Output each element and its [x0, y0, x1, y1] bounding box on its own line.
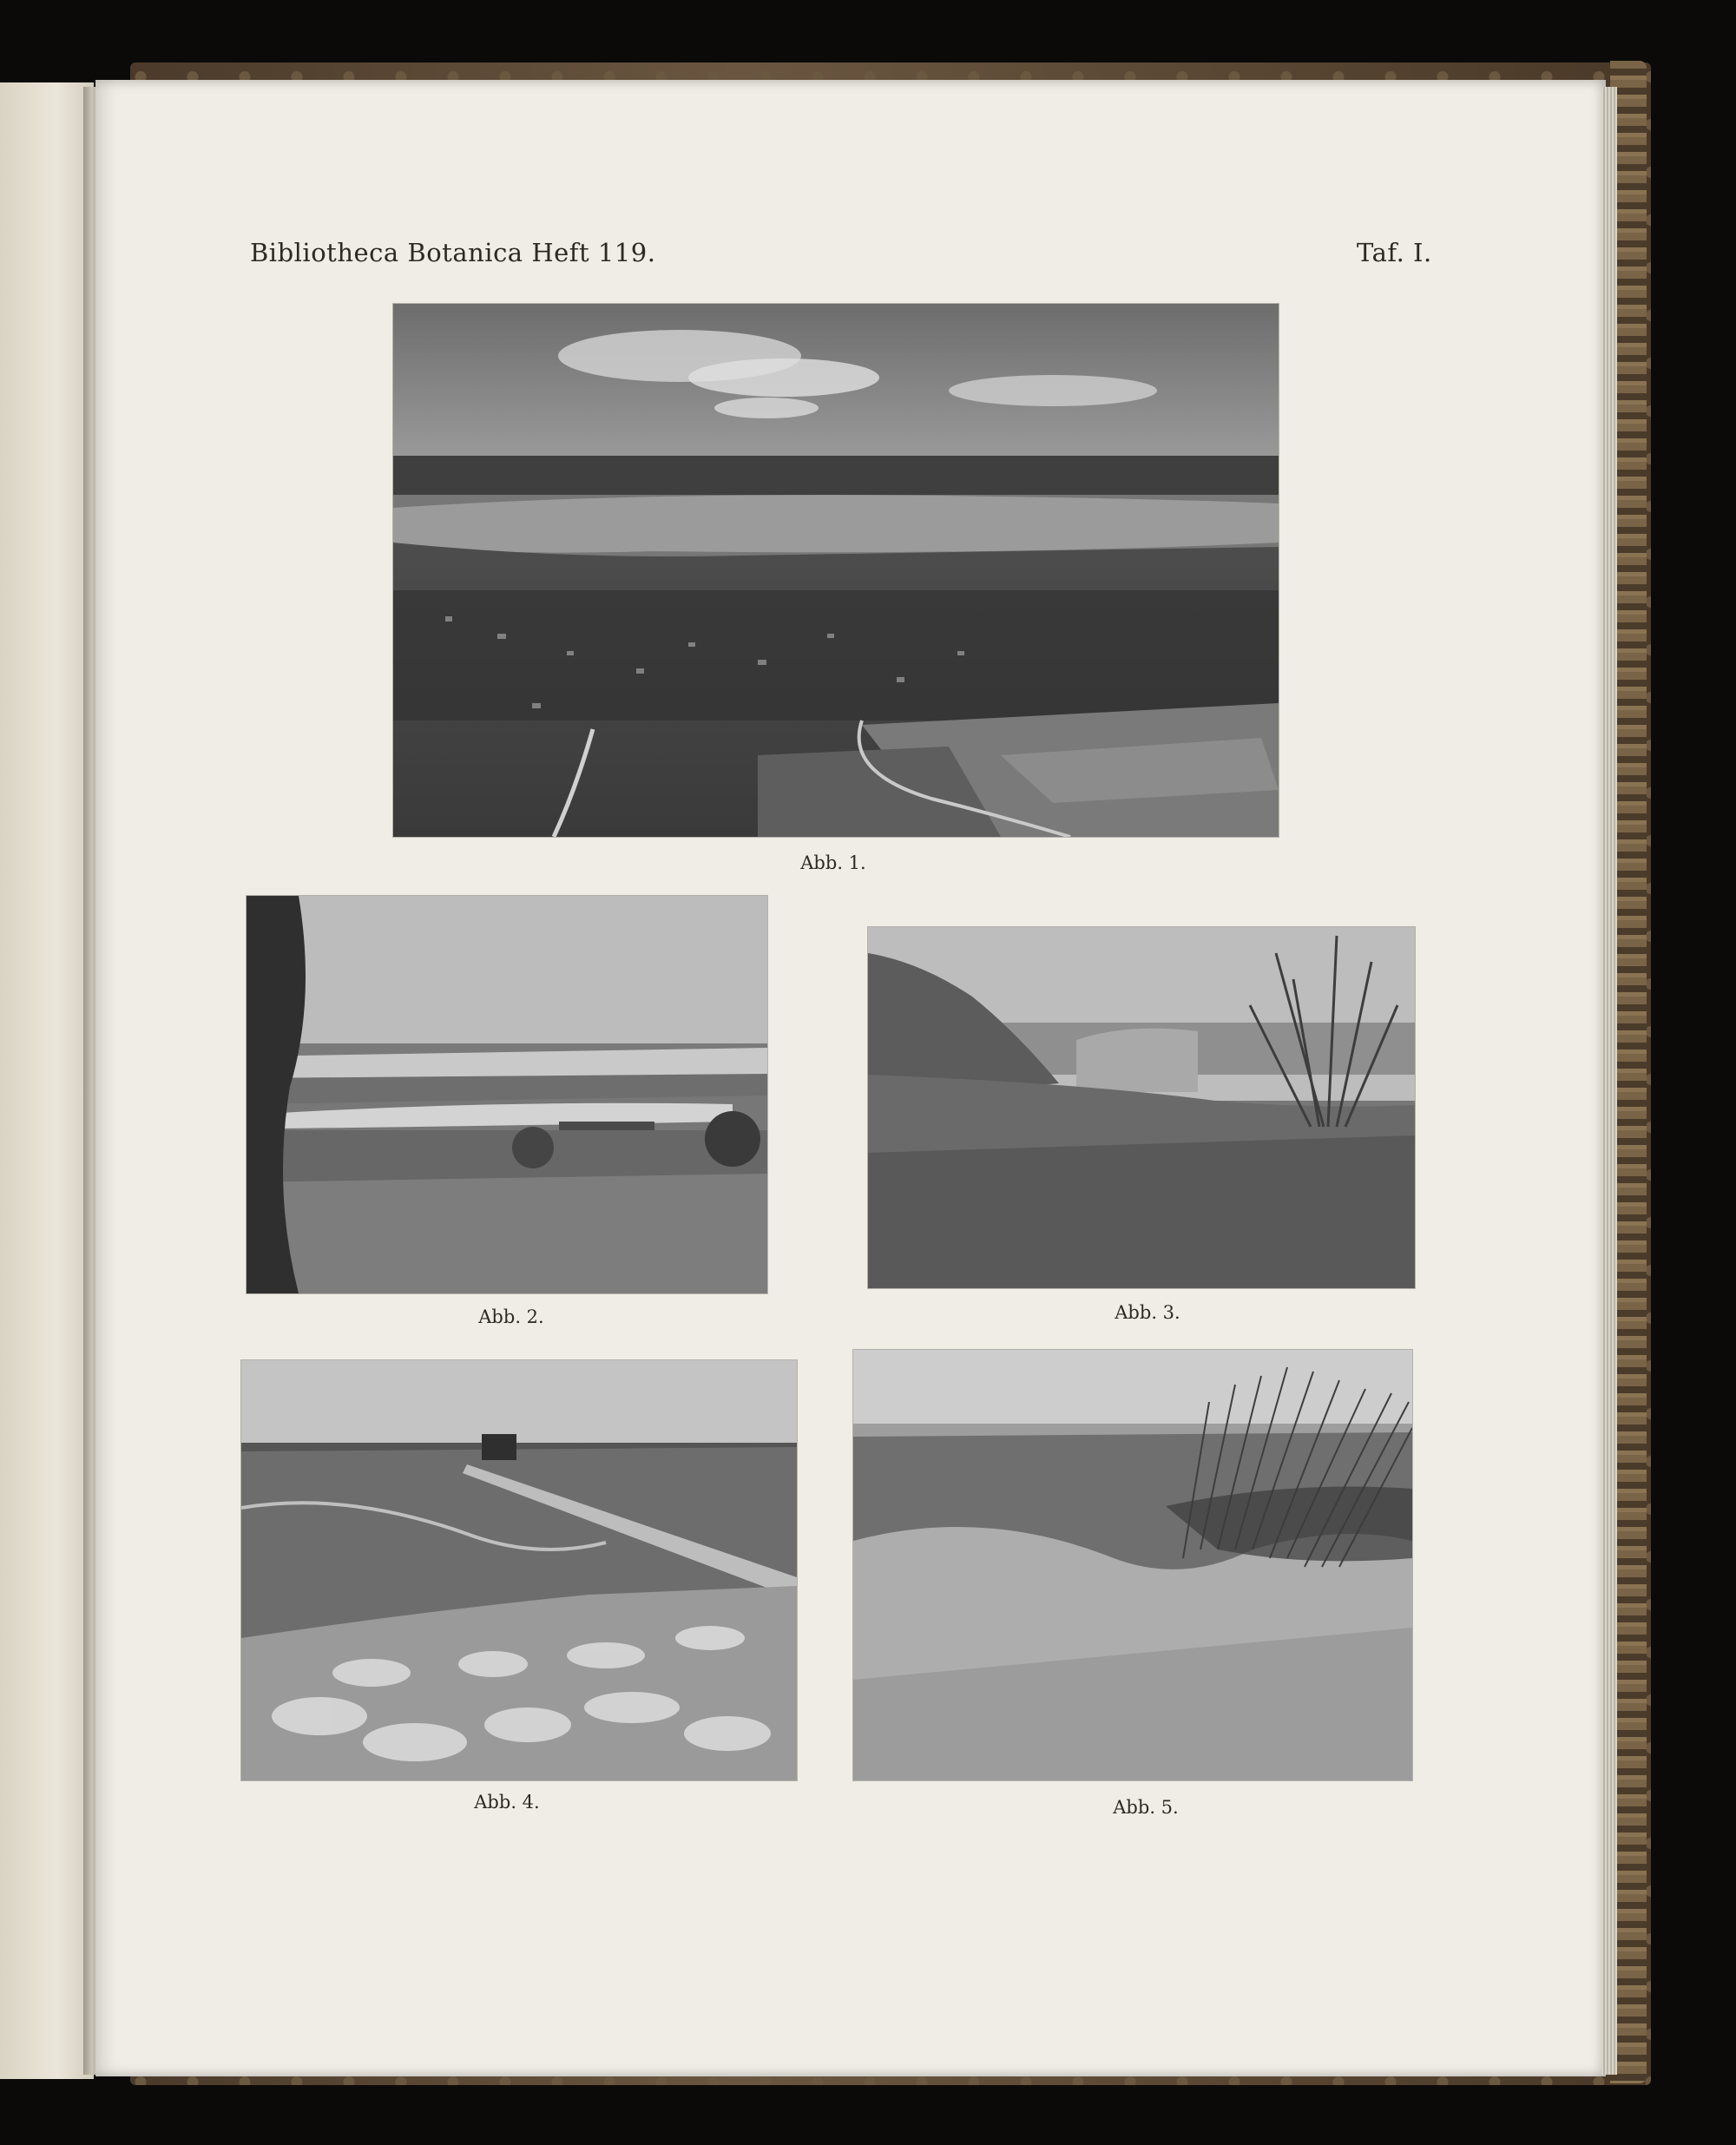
figure-4-caption: Abb. 4. [474, 1792, 540, 1813]
figure-3-photo [868, 927, 1415, 1288]
figure-1-caption: Abb. 1. [800, 852, 866, 873]
page-block-edge [1601, 87, 1617, 2075]
figure-5-photo [853, 1350, 1412, 1780]
figure-4-photo [241, 1360, 797, 1780]
figure-1-photo [393, 304, 1279, 837]
figure-3-caption: Abb. 3. [1115, 1302, 1180, 1323]
figure-5-caption: Abb. 5. [1113, 1797, 1179, 1818]
left-facing-page [0, 82, 94, 2079]
running-header-title: Bibliotheca Botanica Heft 119. [250, 238, 656, 267]
figure-2-caption: Abb. 2. [478, 1306, 544, 1327]
plate-number: Taf. I. [1357, 238, 1432, 267]
figure-2-photo [247, 896, 767, 1293]
